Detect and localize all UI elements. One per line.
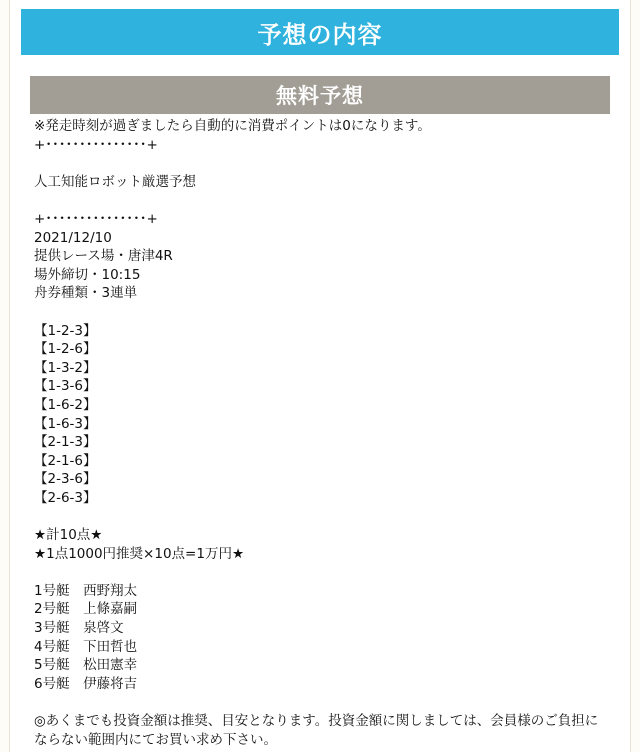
pick-item: 【1-6-2】 xyxy=(34,396,97,413)
blank-line xyxy=(34,563,610,582)
ticket-type: 舟券種類・3連単 xyxy=(34,285,138,302)
disclaimer-text: ◎あくまでも投資金額は推奨、目安となります。投資金額に関しましては、会員様のご負担にならない範囲内にてお買い求め下さい。 xyxy=(34,713,599,748)
blank-line xyxy=(34,693,610,712)
notice-text: ※発走時刻が過ぎましたら自動的に消費ポイントは0になります。 xyxy=(34,118,431,134)
section-title: 無料予想 xyxy=(30,76,610,114)
pick-item: 【2-1-3】 xyxy=(34,434,97,451)
blank-line xyxy=(34,154,610,173)
pick-item: 【1-2-6】 xyxy=(34,341,97,358)
pick-item: 【1-2-3】 xyxy=(34,322,97,339)
blank-line xyxy=(34,303,610,322)
boat-entry: 4号艇 下田哲也 xyxy=(34,638,138,655)
divider-line: +･･･････････････+ xyxy=(34,210,158,227)
pick-item: 【1-6-3】 xyxy=(34,415,97,432)
pick-item: 【2-1-6】 xyxy=(34,452,97,469)
race-deadline: 場外締切・10:15 xyxy=(34,266,141,283)
blank-line xyxy=(34,507,610,526)
race-date: 2021/12/10 xyxy=(34,229,112,246)
pick-item: 【2-6-3】 xyxy=(34,489,97,506)
total-points: ★計10点★ xyxy=(34,527,103,544)
stake-recommendation: ★1点1000円推奨×10点=1万円★ xyxy=(34,545,245,562)
blank-line xyxy=(34,191,610,210)
divider-line: +･･･････････････+ xyxy=(34,136,158,153)
pick-item: 【1-3-2】 xyxy=(34,359,97,376)
boat-entry: 1号艇 西野翔太 xyxy=(34,582,138,599)
page-title: 予想の内容 xyxy=(21,9,619,55)
boat-entry: 6号艇 伊藤将吉 xyxy=(34,675,138,692)
race-venue: 提供レース場・唐津4R xyxy=(34,248,173,265)
pick-item: 【2-3-6】 xyxy=(34,471,97,488)
pick-item: 【1-3-6】 xyxy=(34,378,97,395)
prediction-content xyxy=(34,117,610,749)
boat-entry: 3号艇 泉啓文 xyxy=(34,620,124,637)
boat-entry: 5号艇 松田憲幸 xyxy=(34,657,138,674)
plan-name: 人工知能ロボット厳選予想 xyxy=(34,173,196,190)
boat-entry: 2号艇 上條嘉嗣 xyxy=(34,601,138,618)
